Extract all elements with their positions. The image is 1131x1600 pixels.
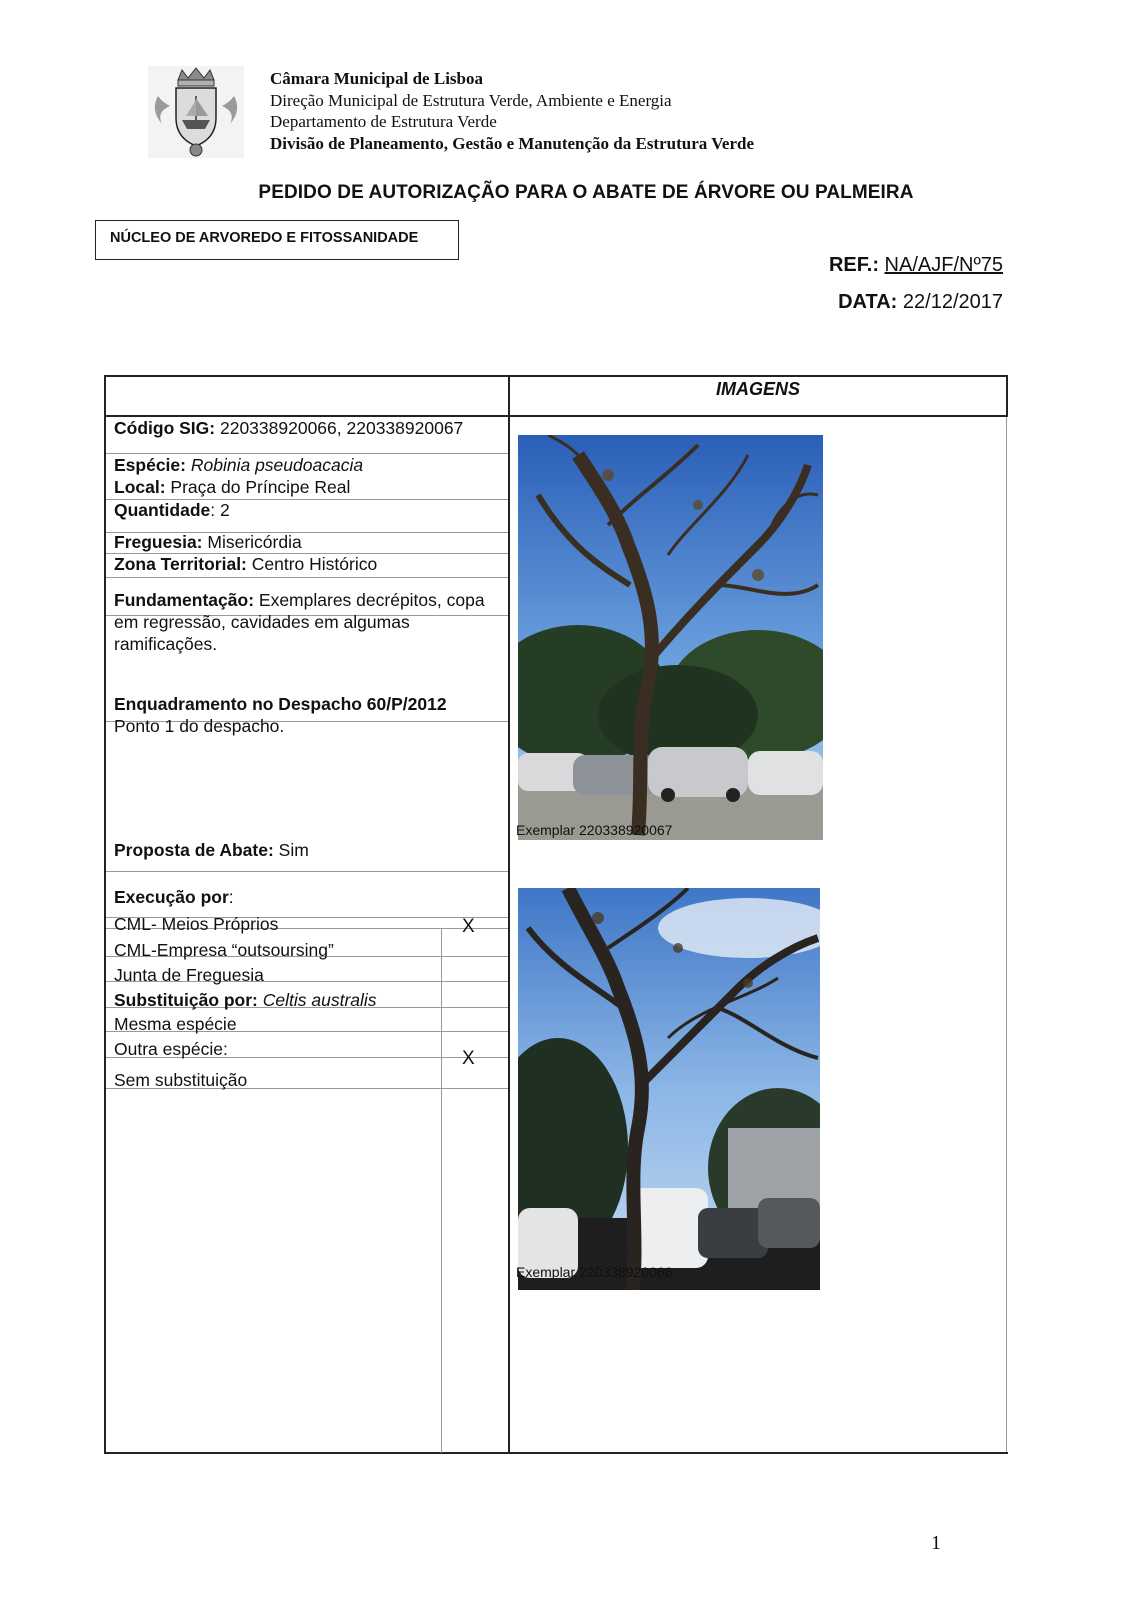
table-border-bottom xyxy=(104,1452,1008,1454)
zona-territorial-value: Centro Histórico xyxy=(251,554,378,574)
ref-label: REF.: xyxy=(828,254,879,276)
execucao-option-label: CML-Empresa “outsoursing” xyxy=(114,940,334,960)
table-border-top xyxy=(104,375,1008,377)
substituicao-option-label: Mesma espécie xyxy=(114,1014,237,1034)
freguesia-field xyxy=(114,531,302,553)
proposta-abate-label: Proposta de Abate: xyxy=(114,840,274,860)
ref-value: NA/AJF/Nº75 xyxy=(884,254,1003,276)
tree-photo-1-image xyxy=(518,435,823,840)
row-divider xyxy=(106,577,508,578)
execucao-field xyxy=(114,886,234,908)
fundamentacao-value: Exemplares decrépitos, copa em regressão, cavidades em algumas ramificações. xyxy=(114,590,485,654)
division-name: Divisão de Planeamento, Gestão e Manutenção da Estrutura Verde xyxy=(270,133,755,153)
substituicao-option-label: Sem substituição xyxy=(114,1070,248,1090)
especie-field xyxy=(114,454,363,476)
local-value: Praça do Príncipe Real xyxy=(170,477,351,497)
execucao-option-mark: X xyxy=(462,916,475,937)
page-number: 1 xyxy=(931,1532,941,1554)
enquadramento-field xyxy=(114,693,504,737)
row-divider xyxy=(106,871,508,872)
substituicao-field xyxy=(114,989,377,1011)
local-field xyxy=(114,476,350,498)
photo-1-caption: Exemplar 220338920067 xyxy=(516,822,673,838)
date-value: 22/12/2017 xyxy=(902,291,1003,313)
substituicao-option-mark: X xyxy=(462,1048,475,1069)
especie-label: Espécie: xyxy=(114,455,186,475)
execucao-option-label: CML- Meios Próprios xyxy=(114,914,279,934)
especie-value: Robinia pseudoacacia xyxy=(190,455,364,475)
city-crest-logo xyxy=(148,66,244,158)
execucao-suffix: : xyxy=(228,887,234,907)
lisbon-city-crest-icon xyxy=(148,66,244,158)
request-form-table xyxy=(104,375,1008,1454)
tree-photo-2-image xyxy=(518,888,820,1290)
freguesia-label: Freguesia: xyxy=(114,532,203,552)
table-border-right-header xyxy=(1006,375,1008,417)
zona-territorial-label: Zona Territorial: xyxy=(114,554,247,574)
org-name: Câmara Municipal de Lisboa xyxy=(270,69,483,88)
organization-block xyxy=(270,68,754,154)
reference-line xyxy=(829,254,1003,277)
proposta-abate-field xyxy=(114,839,309,861)
directorate-name: Direção Municipal de Estrutura Verde, Ambiente e Energia xyxy=(270,90,672,110)
photo-2-caption: Exemplar 220338920066 xyxy=(516,1264,673,1280)
execucao-label: Execução por xyxy=(114,887,229,907)
local-label: Local: xyxy=(114,477,166,497)
execucao-option-label: Junta de Freguesia xyxy=(114,965,264,985)
freguesia-value: Misericórdia xyxy=(207,532,302,552)
codigo-sig-field xyxy=(114,417,463,439)
tree-photo-2 xyxy=(518,888,820,1290)
enquadramento-label: Enquadramento no Despacho 60/P/2012 xyxy=(114,694,447,714)
table-border-right xyxy=(1006,417,1007,1454)
column-divider xyxy=(508,375,510,1454)
images-header: IMAGENS xyxy=(715,379,800,399)
substituicao-label: Substituição por: xyxy=(114,990,258,1010)
zona-territorial-field xyxy=(114,553,377,575)
enquadramento-value: Ponto 1 do despacho. xyxy=(114,716,285,736)
date-label: DATA: xyxy=(838,291,898,313)
proposta-abate-value: Sim xyxy=(278,840,309,860)
quantidade-label: Quantidade xyxy=(114,500,211,520)
substituicao-option-label: Outra espécie: xyxy=(114,1039,228,1059)
tree-photo-1 xyxy=(518,435,823,840)
department-name: Departamento de Estrutura Verde xyxy=(270,112,497,131)
quantidade-field xyxy=(114,499,230,521)
nucleo-box: NÚCLEO DE ARVOREDO E FITOSSANIDADE xyxy=(95,220,459,260)
document-title: PEDIDO DE AUTORIZAÇÃO PARA O ABATE DE ÁRVORE OU PALMEIRA xyxy=(258,182,914,203)
substituicao-value: Celtis australis xyxy=(262,990,377,1010)
fundamentacao-field xyxy=(114,589,494,655)
codigo-sig-value: 220338920066, 220338920067 xyxy=(219,418,464,438)
table-border-left xyxy=(104,375,106,1454)
codigo-sig-label: Código SIG: xyxy=(114,418,216,438)
quantidade-value: : 2 xyxy=(210,500,230,520)
fundamentacao-label: Fundamentação: xyxy=(114,590,255,610)
date-line xyxy=(838,291,1003,314)
